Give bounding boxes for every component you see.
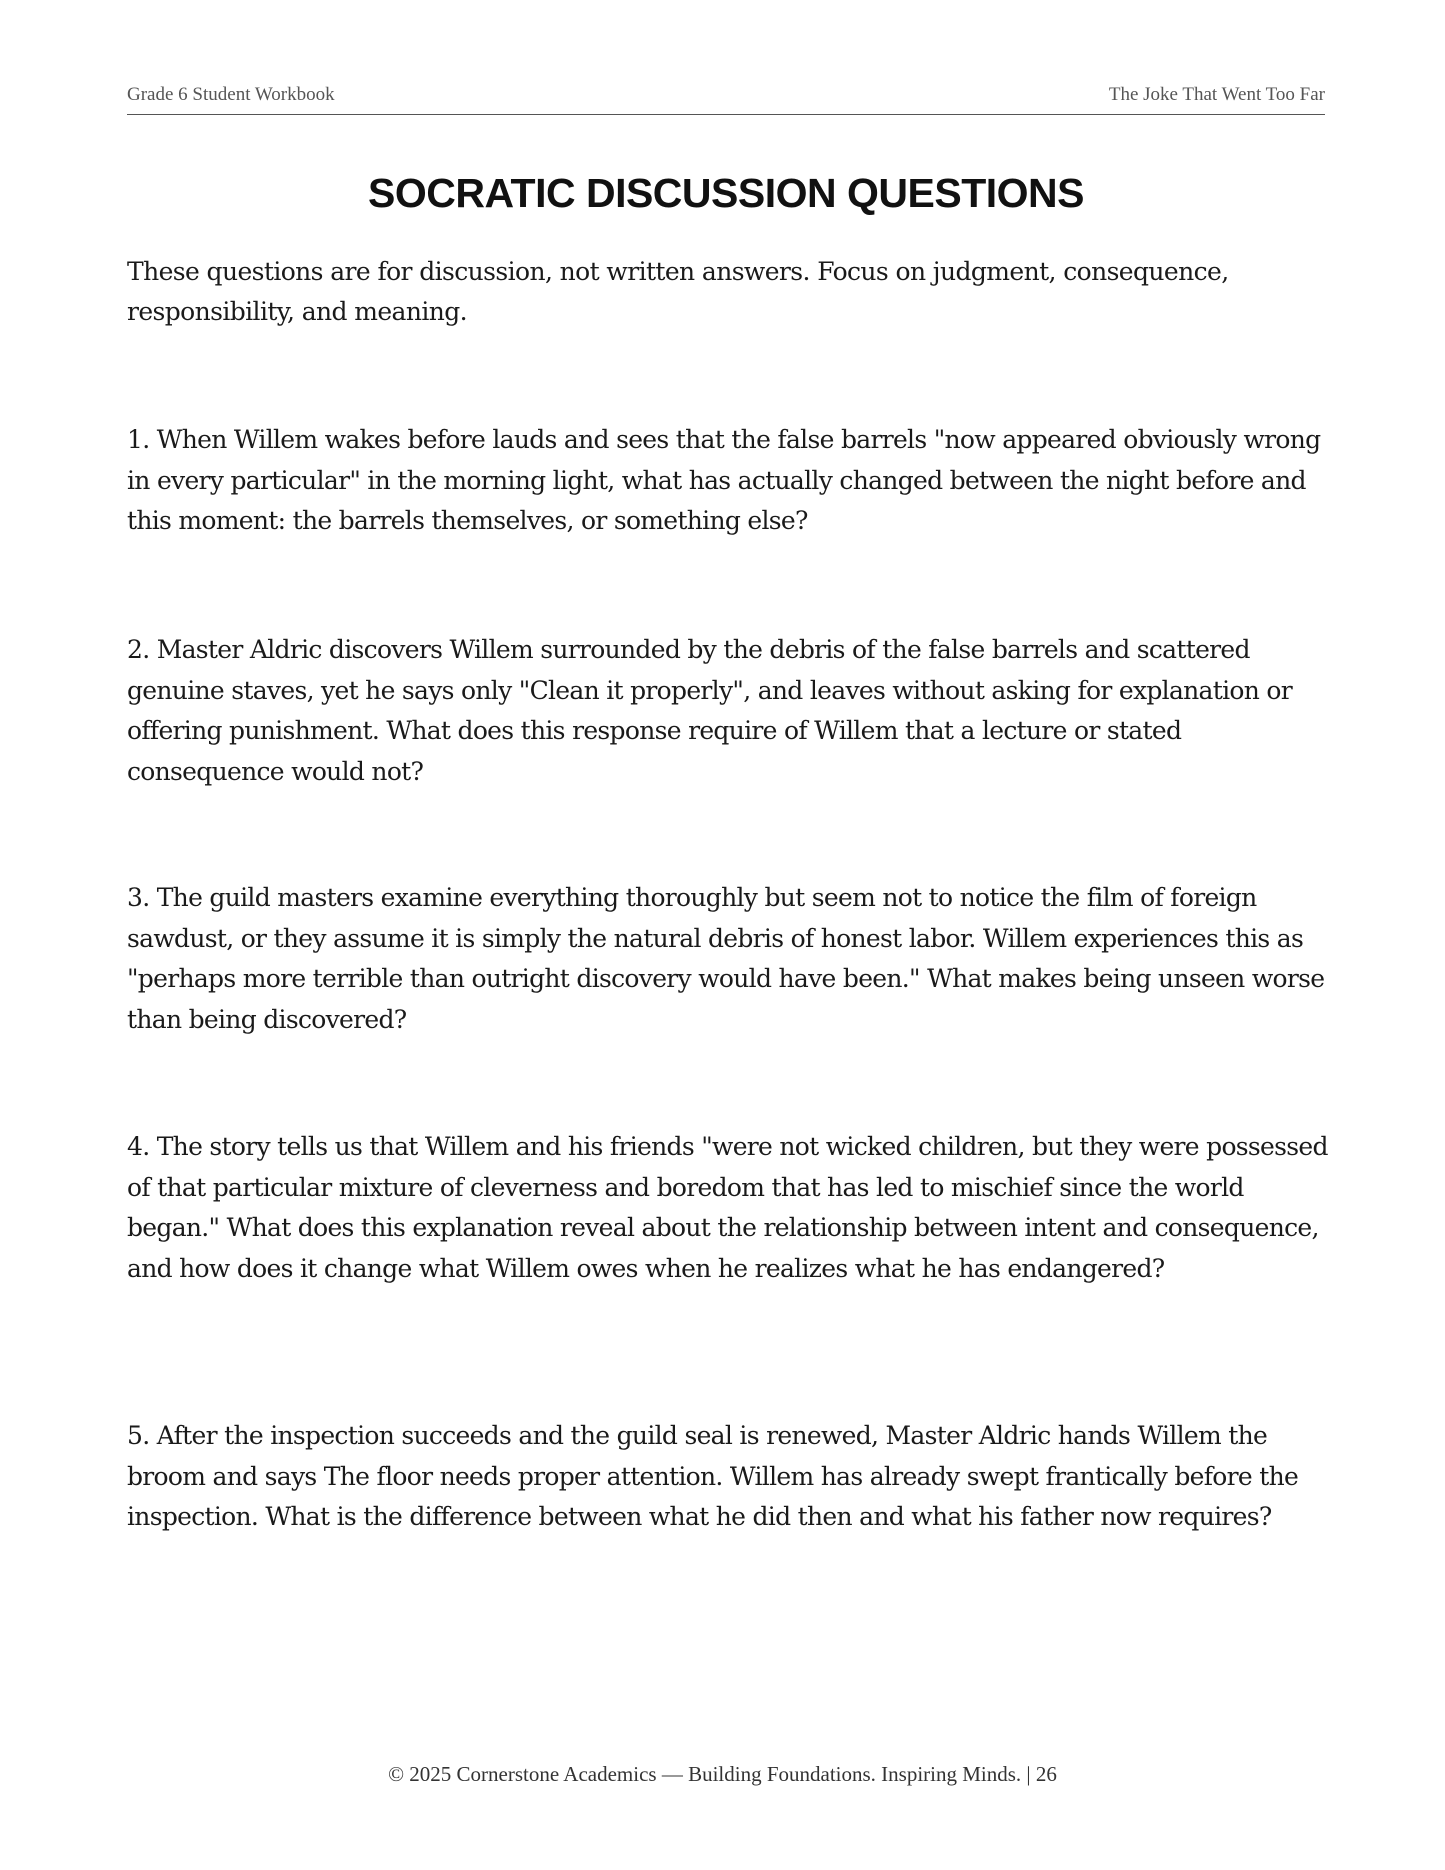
question-4: 4. The story tells us that Willem and his friends "were not wicked children, but they were possessed of that particular mixture of cleverness and boredom that has led to mischief since the world began." What does this explanation reveal about the relationship between intent and consequence, and how does it change what Willem owes when he realizes what he has endangered? <box>127 1132 1328 1283</box>
question-1: 1. When Willem wakes before lauds and sees that the false barrels "now appeared obviously wrong in every particular" in the morning light, what has actually changed between the night before and this moment: the barrels themselves, or something else? <box>127 425 1321 535</box>
page-header <box>127 84 1325 115</box>
question-3: 3. The guild masters examine everything thoroughly but seem not to notice the film of foreign sawdust, or they assume it is simply the natural debris of honest labor. Willem experiences this as "perhaps more terrible than outright discovery would have been." What makes being unseen worse than being discovered? <box>127 883 1325 1034</box>
page-footer: © 2025 Cornerstone Academics — Building Foundations. Inspiring Minds. | 26 <box>388 1762 1057 1786</box>
question-2: 2. Master Aldric discovers Willem surrounded by the debris of the false barrels and scattered genuine staves, yet he says only "Clean it properly", and leaves without asking for explanation or offering punishment. What does this response require of Willem that a lecture or stated consequence would not? <box>127 635 1293 786</box>
header-workbook-label: Grade 6 Student Workbook <box>127 84 335 105</box>
header-story-title: The Joke That Went Too Far <box>1108 84 1325 105</box>
intro-paragraph: These questions are for discussion, not written answers. Focus on judgment, consequence, responsibility, and meaning. <box>127 257 1229 326</box>
question-5: 5. After the inspection succeeds and the guild seal is renewed, Master Aldric hands Willem the broom and says The floor needs proper attention. Willem has already swept frantically before the inspection. What is the difference between what he did then and what his father now requires? <box>127 1421 1299 1531</box>
page-title: SOCRATIC DISCUSSION QUESTIONS <box>368 170 1084 216</box>
